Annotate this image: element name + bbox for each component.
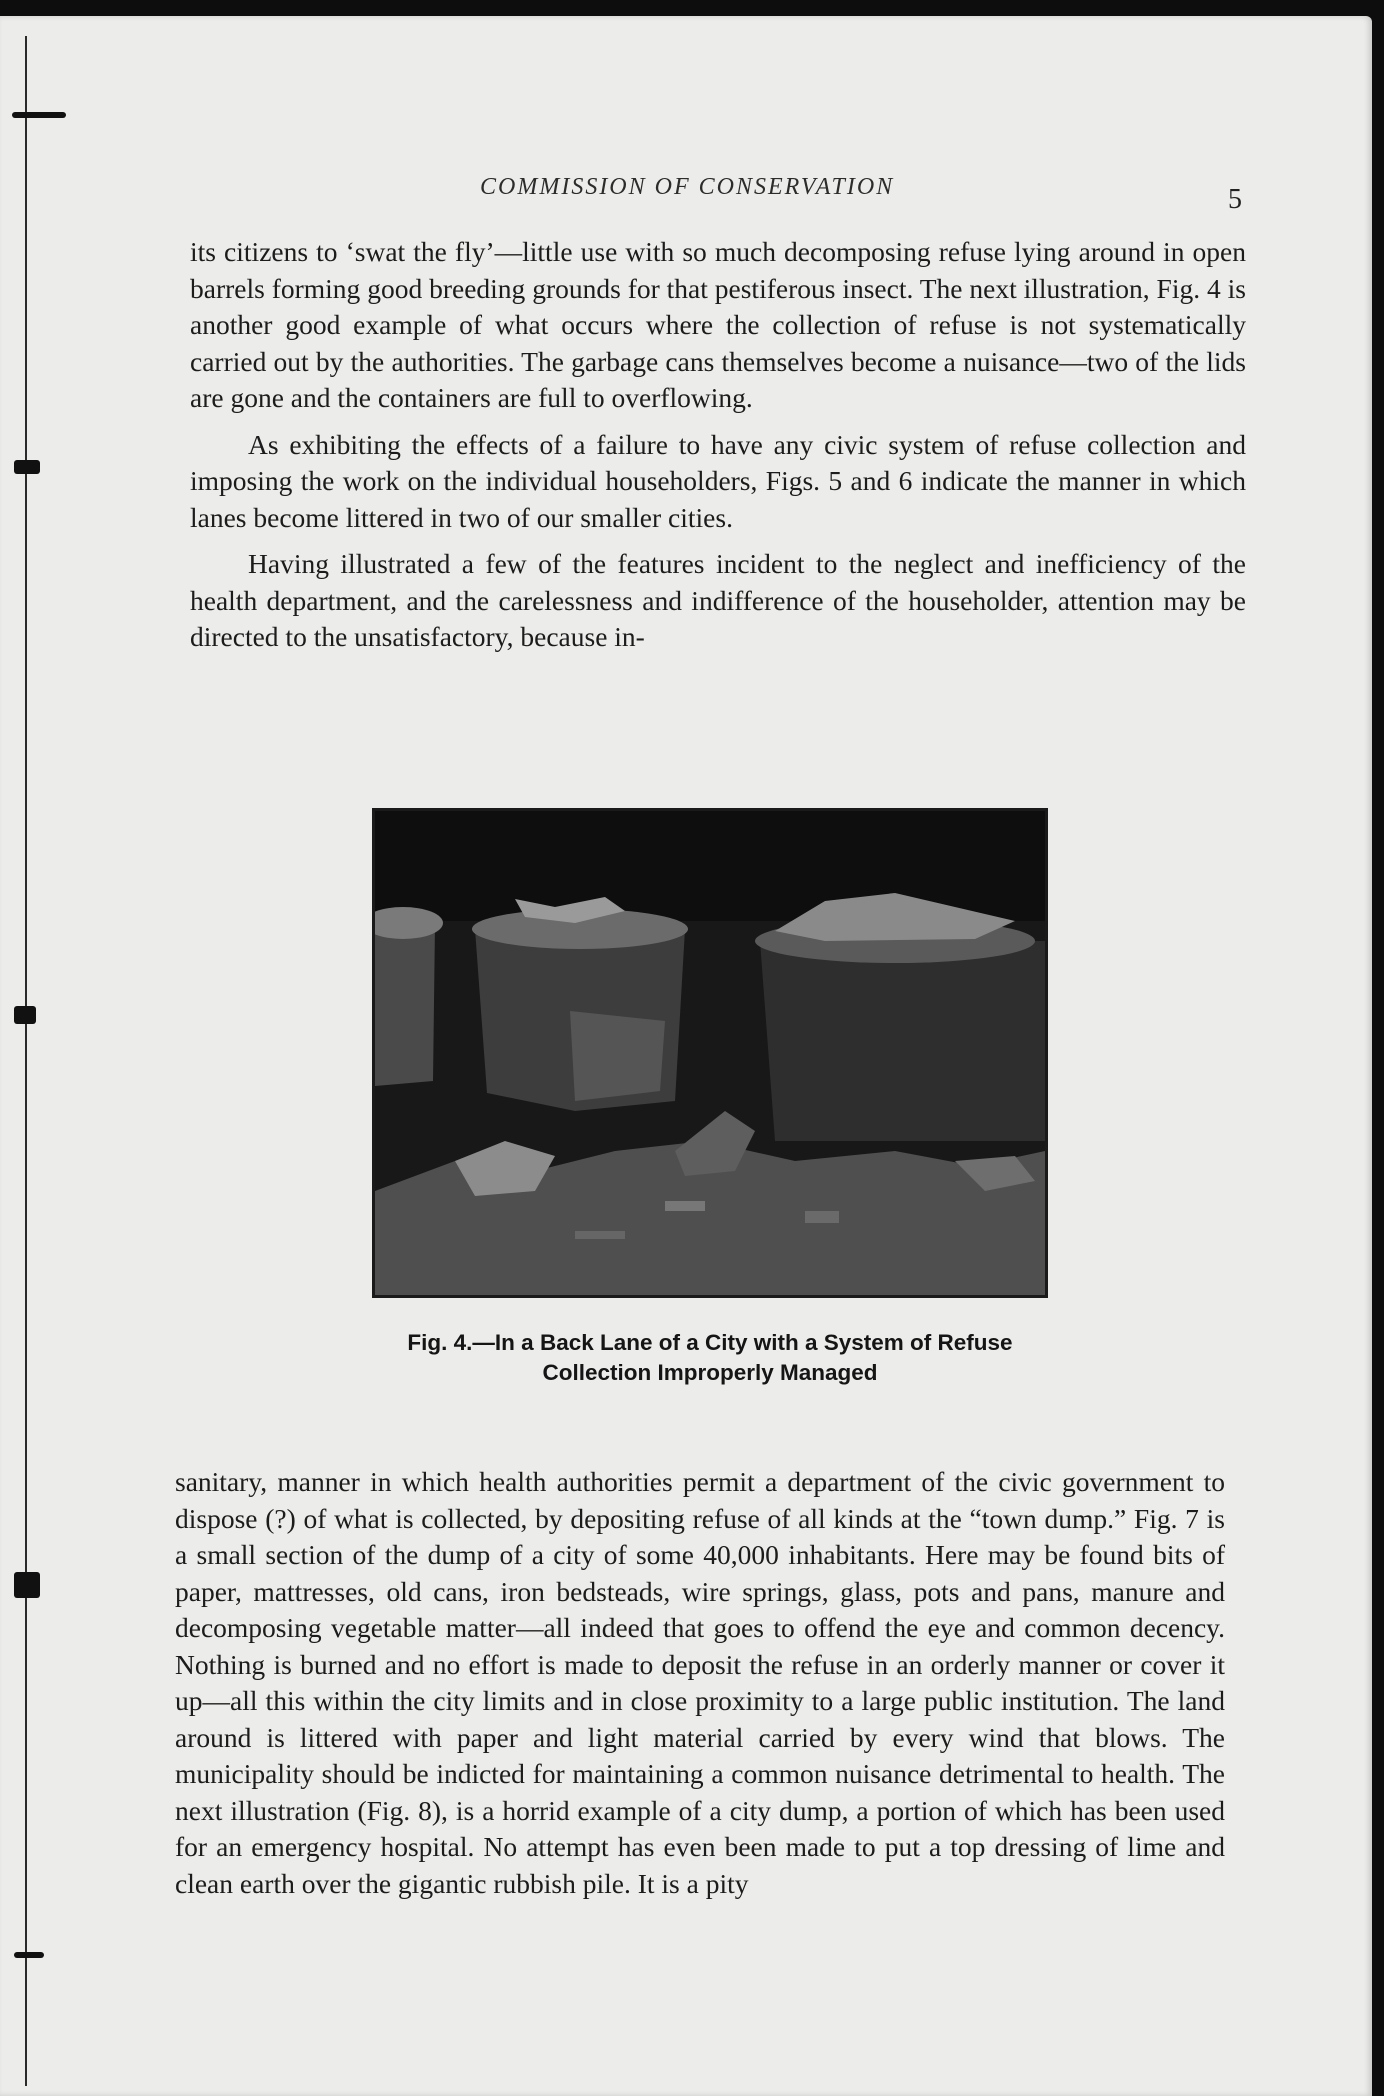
body-text-bottom xyxy=(175,1464,1225,1902)
caption-line: Fig. 4.—In a Back Lane of a City with a System of Refuse xyxy=(407,1330,1013,1355)
paragraph: sanitary, manner in which health authorities permit a department of the civic government to dispose (?) of what is collected, by depositing refuse of all kinds at the “town dump.” Fig. 7 is a small section of the dump of a city of some 40,000 inhabitants. Here may be found bits of paper, mattresses, old cans, iron bedsteads, wire springs, glass, pots and pans, manure and decomposing vegetable matter—all indeed that goes to offend the eye and common decency. Nothing is burned and no effort is made to deposit the refuse in an orderly manner or cover it up—all this within the city limits and in close proximity to a large public institution. The land around is littered with paper and light material carried by every wind that blows. The municipality should be indicted for maintaining a common nuisance detrimental to health. The next illustration (Fig. 8), is a horrid example of a city dump, a portion of which has been used for an emergency hospital. No attempt has even been made to put a top dressing of lime and clean earth over the gigantic rubbish pile. It is a pity xyxy=(175,1466,1225,1899)
paragraph: As exhibiting the effects of a failure to have any civic system of refuse collection and imposing the work on the individual householders, Figs. 5 and 6 indicate the manner in which lanes become littered in two of our smaller cities. xyxy=(190,428,1246,533)
figure-photograph xyxy=(372,808,1048,1298)
binding-mark xyxy=(14,1952,44,1958)
figure-caption xyxy=(340,1328,1080,1388)
page-binding xyxy=(22,16,30,2096)
page-number: 5 xyxy=(1228,184,1242,215)
running-title: COMMISSION OF CONSERVATION xyxy=(480,174,895,200)
binding-mark xyxy=(14,460,40,474)
caption-line: Collection Improperly Managed xyxy=(542,1360,878,1385)
binding-line xyxy=(25,36,27,2086)
binding-mark xyxy=(14,1572,40,1598)
body-text-top xyxy=(190,234,1246,656)
running-head xyxy=(0,174,1372,214)
paragraph: Having illustrated a few of the features incident to the neglect and inefficiency of the health department, and the carelessness and indifference of the householder, attention may be directed to the unsatisfactory, because in- xyxy=(190,548,1246,652)
paragraph: its citizens to ‘swat the fly’—little use with so much decomposing refuse lying around in open barrels forming good breeding grounds for that pestiferous insect. The next illustration, Fig. 4 is another good example of what occurs where the collection of refuse is not systematically carried out by the authorities. The garbage cans themselves become a nuisance—two of the lids are gone and the containers are full to overflowing. xyxy=(190,236,1246,413)
binding-mark xyxy=(14,1006,36,1024)
book-page xyxy=(0,16,1372,2096)
binding-mark xyxy=(12,112,66,118)
